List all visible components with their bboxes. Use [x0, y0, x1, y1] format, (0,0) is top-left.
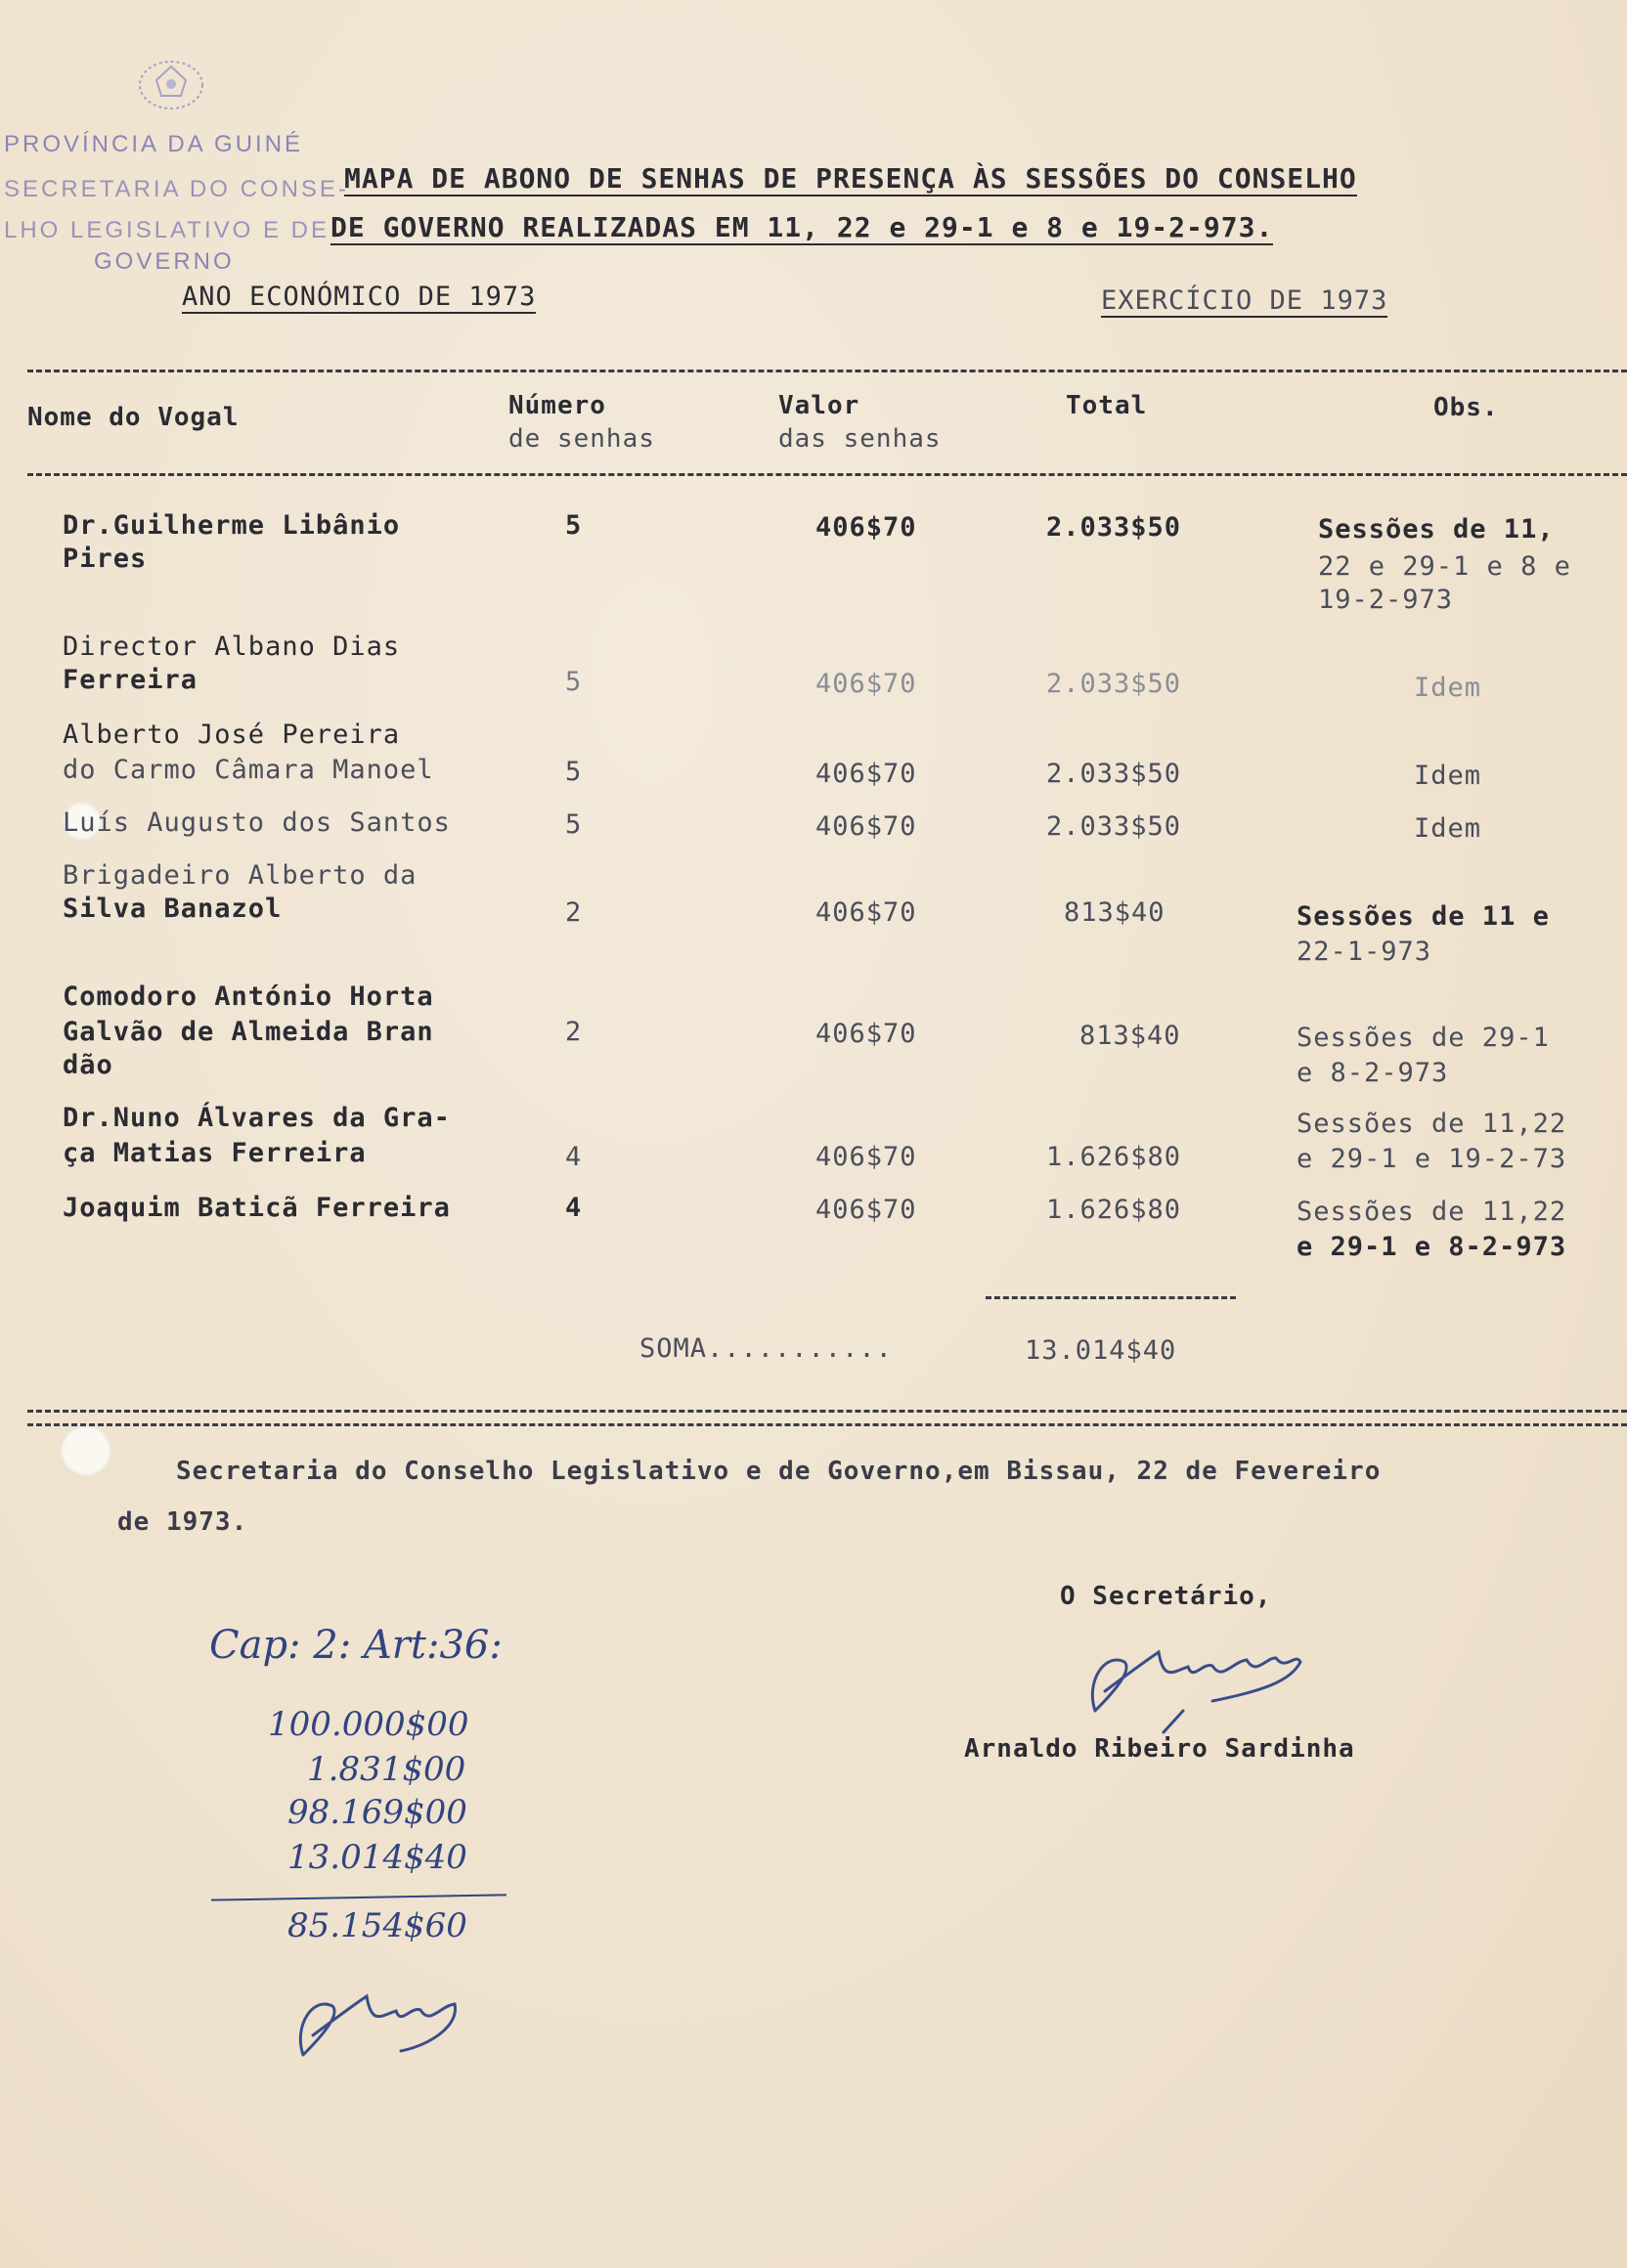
observation: Sessões de 11,22: [1297, 1109, 1567, 1139]
place-and-date: Secretaria do Conselho Legislativo e de Governo,em Bissau, 22 de Fevereiro: [176, 1457, 1382, 1486]
stamp-line: LHO LEGISLATIVO E DE: [4, 217, 330, 243]
divider: [27, 1423, 1627, 1426]
row-total: 813$40: [1079, 1021, 1181, 1051]
member-name: ça Matias Ferreira: [63, 1138, 367, 1168]
row-total: 2.033$50: [1046, 669, 1182, 699]
handwritten-amount: 13.014$40: [287, 1838, 467, 1877]
document-title-line2: DE GOVERNO REALIZADAS EM 11, 22 e 29-1 e 8 e 19-2-973.: [330, 211, 1274, 243]
signature-image: [1066, 1623, 1320, 1740]
signatory-title: O Secretário,: [1060, 1582, 1272, 1611]
handwritten-heading: Cap: 2: Art:36:: [209, 1623, 503, 1668]
column-header-value-sub: das senhas: [778, 424, 942, 454]
row-total: 813$40: [1064, 897, 1165, 928]
member-name: Alberto José Pereira: [63, 720, 401, 750]
row-total: 1.626$80: [1046, 1195, 1182, 1225]
member-name: Pires: [63, 544, 148, 574]
stamp-line: GOVERNO: [94, 248, 235, 275]
observation: Idem: [1414, 813, 1482, 844]
observation: e 29-1 e 19-2-73: [1297, 1144, 1567, 1174]
observation: 19-2-973: [1318, 585, 1454, 615]
observation: Idem: [1414, 673, 1482, 703]
handwritten-amount: 1.831$00: [307, 1750, 466, 1789]
handwritten-underline: [211, 1894, 506, 1900]
place-and-date: de 1973.: [117, 1507, 248, 1537]
exercise-year: EXERCÍCIO DE 1973: [1101, 285, 1388, 316]
member-name: Comodoro António Horta: [63, 981, 434, 1012]
sum-total: 13.014$40: [1025, 1335, 1177, 1366]
handwritten-amount: 98.169$00: [287, 1793, 467, 1832]
row-total: 2.033$50: [1046, 512, 1182, 543]
column-header-number-sub: de senhas: [508, 424, 655, 454]
member-name: Brigadeiro Alberto da: [63, 860, 418, 891]
observation: e 29-1 e 8-2-973: [1297, 1232, 1567, 1262]
stamp-line: SECRETARIA DO CONSE-: [4, 176, 349, 202]
member-name: do Carmo Câmara Manoel: [63, 755, 434, 785]
column-header-name: Nome do Vogal: [27, 403, 240, 432]
member-name: Dr.Nuno Álvares da Gra-: [63, 1103, 451, 1133]
fiscal-year: ANO ECONÓMICO DE 1973: [182, 282, 537, 312]
handwritten-result: 85.154$60: [287, 1906, 467, 1945]
row-total: 2.033$50: [1046, 811, 1182, 842]
initials-signature-image: [284, 1967, 479, 2074]
number-of-tokens: 5: [565, 667, 583, 697]
number-of-tokens: 5: [565, 757, 583, 787]
sum-label: SOMA...........: [639, 1333, 893, 1364]
signatory-name: Arnaldo Ribeiro Sardinha: [964, 1734, 1355, 1764]
number-of-tokens: 4: [565, 1193, 583, 1223]
observation: Sessões de 11 e: [1297, 901, 1550, 932]
divider: [27, 370, 1627, 372]
document-title-line1: MAPA DE ABONO DE SENHAS DE PRESENÇA ÀS SESSÕES DO CONSELHO: [344, 162, 1357, 195]
divider: [27, 473, 1627, 476]
member-name: Director Albano Dias: [63, 632, 401, 662]
punch-hole: [61, 1425, 111, 1476]
column-header-number: Número: [508, 391, 606, 420]
member-name: Silva Banazol: [63, 894, 283, 924]
observation: Sessões de 29-1: [1297, 1023, 1550, 1053]
number-of-tokens: 2: [565, 1017, 583, 1047]
number-of-tokens: 2: [565, 897, 583, 928]
observation: 22 e 29-1 e 8 e: [1318, 551, 1571, 582]
token-value: 406$70: [815, 759, 917, 789]
observation: Sessões de 11,22: [1297, 1197, 1567, 1227]
number-of-tokens: 5: [565, 510, 583, 541]
token-value: 406$70: [815, 512, 917, 543]
token-value: 406$70: [815, 897, 917, 928]
member-name: Dr.Guilherme Libânio: [63, 510, 401, 541]
token-value: 406$70: [815, 811, 917, 842]
column-header-total: Total: [1066, 391, 1148, 420]
observation: Sessões de 11,: [1318, 514, 1555, 545]
member-name: Joaquim Baticã Ferreira: [63, 1193, 451, 1223]
column-header-value: Valor: [778, 391, 860, 420]
stamp-line: PROVÍNCIA DA GUINÉ: [4, 131, 304, 157]
observation: Idem: [1414, 761, 1482, 791]
observation: e 8-2-973: [1297, 1058, 1449, 1088]
column-header-obs: Obs.: [1433, 393, 1499, 422]
token-value: 406$70: [815, 1142, 917, 1172]
row-total: 1.626$80: [1046, 1142, 1182, 1172]
token-value: 406$70: [815, 1195, 917, 1225]
handwritten-amount: 100.000$00: [268, 1705, 469, 1744]
sum-divider: [986, 1296, 1236, 1299]
observation: 22-1-973: [1297, 937, 1432, 967]
coat-of-arms-icon: [127, 51, 215, 119]
member-name: Luís Augusto dos Santos: [63, 807, 451, 838]
number-of-tokens: 4: [565, 1142, 583, 1172]
member-name: Ferreira: [63, 665, 198, 695]
member-name: Galvão de Almeida Bran: [63, 1017, 434, 1047]
divider: [27, 1410, 1627, 1413]
member-name: dão: [63, 1050, 113, 1080]
row-total: 2.033$50: [1046, 759, 1182, 789]
token-value: 406$70: [815, 1019, 917, 1049]
number-of-tokens: 5: [565, 809, 583, 840]
token-value: 406$70: [815, 669, 917, 699]
